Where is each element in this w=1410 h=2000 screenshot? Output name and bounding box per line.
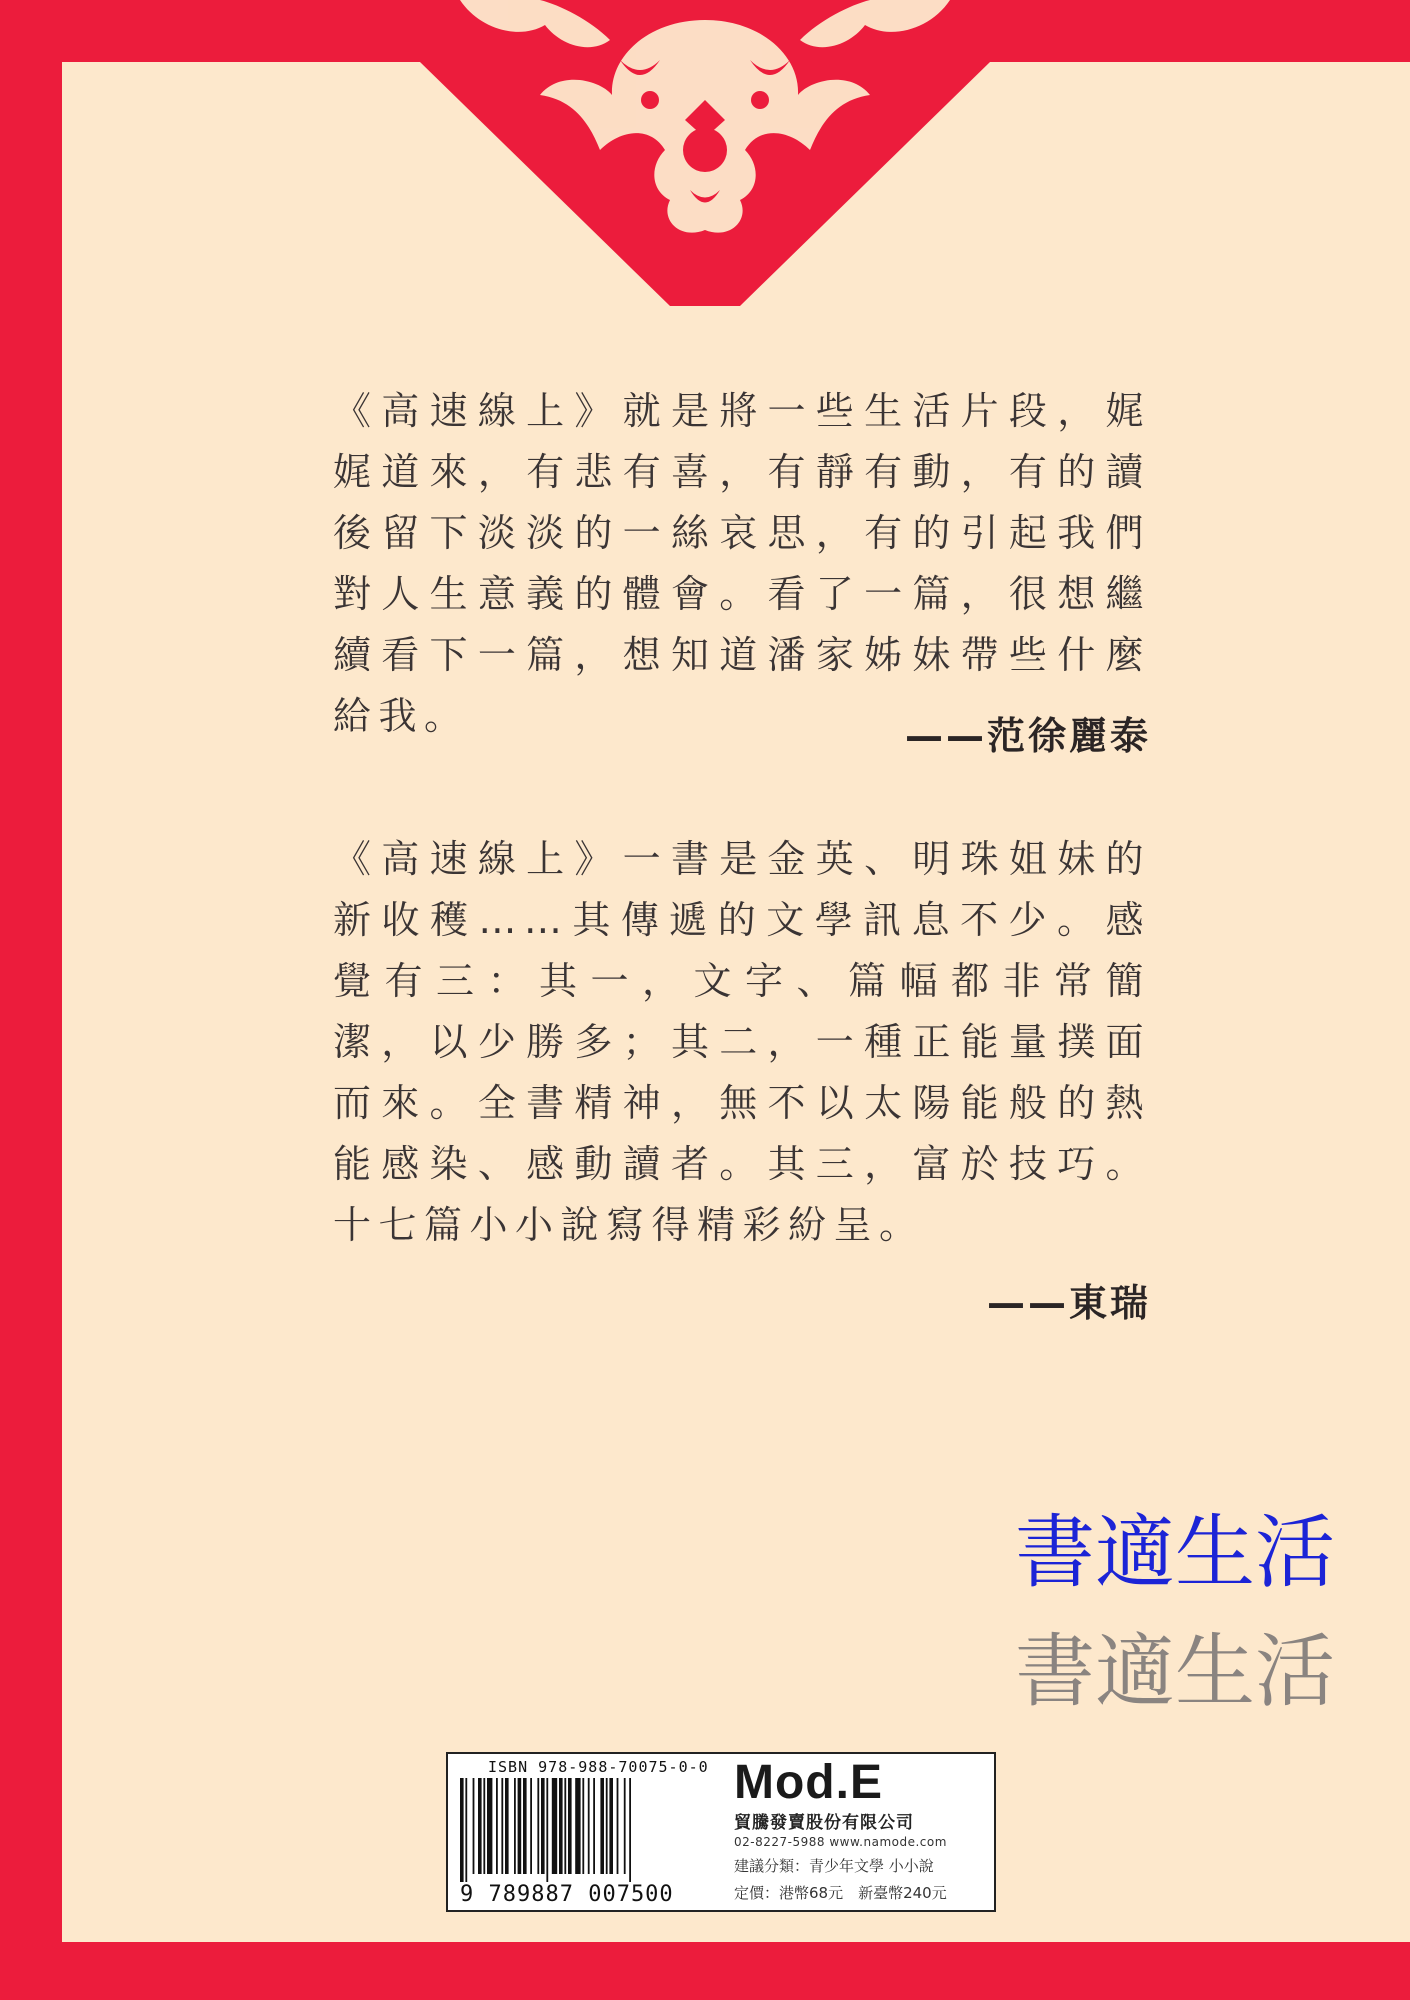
isbn-digits: 9 789887 007500 (460, 1882, 674, 1907)
barcode-label (446, 1752, 996, 1912)
barcode-image (460, 1778, 710, 1882)
tagline-gray: 書適生活 (1015, 1625, 1335, 1718)
book-category: 建議分類：青少年文學 小小說 (734, 1857, 934, 1875)
papercut-ornament (0, 0, 1410, 320)
quote-attribution-2: ——東瑞 (986, 1281, 1151, 1325)
quote-text-2: 《高速線上》一書是金英、明珠姐妹的新收穫……其傳遞的文學訊息不少。感覺有三：其一，文字、篇幅都非常簡潔，以少勝多；其二，一種正能量撲面而來。全書精神，無不以太陽能般的熱能感染、感動讀者。其三，富於技巧。十七篇小小說寫得精彩紛呈。 (333, 837, 1151, 1247)
publisher-block (734, 1756, 990, 1903)
publisher-name: 貿騰發賣股份有限公司 (734, 1813, 914, 1833)
quote-text-1: 《高速線上》就是將一些生活片段，娓娓道來，有悲有喜，有靜有動，有的讀後留下淡淡的一絲哀思，有的引起我們對人生意義的體會。看了一篇，很想繼續看下一篇，想知道潘家姊妹帶些什麼給我。 (333, 389, 1151, 738)
tagline-blue: 書適生活 (1015, 1506, 1335, 1599)
quote-attribution-1: ——范徐麗泰 (904, 714, 1151, 758)
book-price: 定價：港幣68元 新臺幣240元 (734, 1884, 947, 1902)
publisher-logo: Mod.E (734, 1756, 883, 1809)
publisher-contact: 02-8227-5988 www.namode.com (734, 1835, 947, 1849)
isbn-label: ISBN 978-988-70075-0-0 (488, 1758, 709, 1776)
